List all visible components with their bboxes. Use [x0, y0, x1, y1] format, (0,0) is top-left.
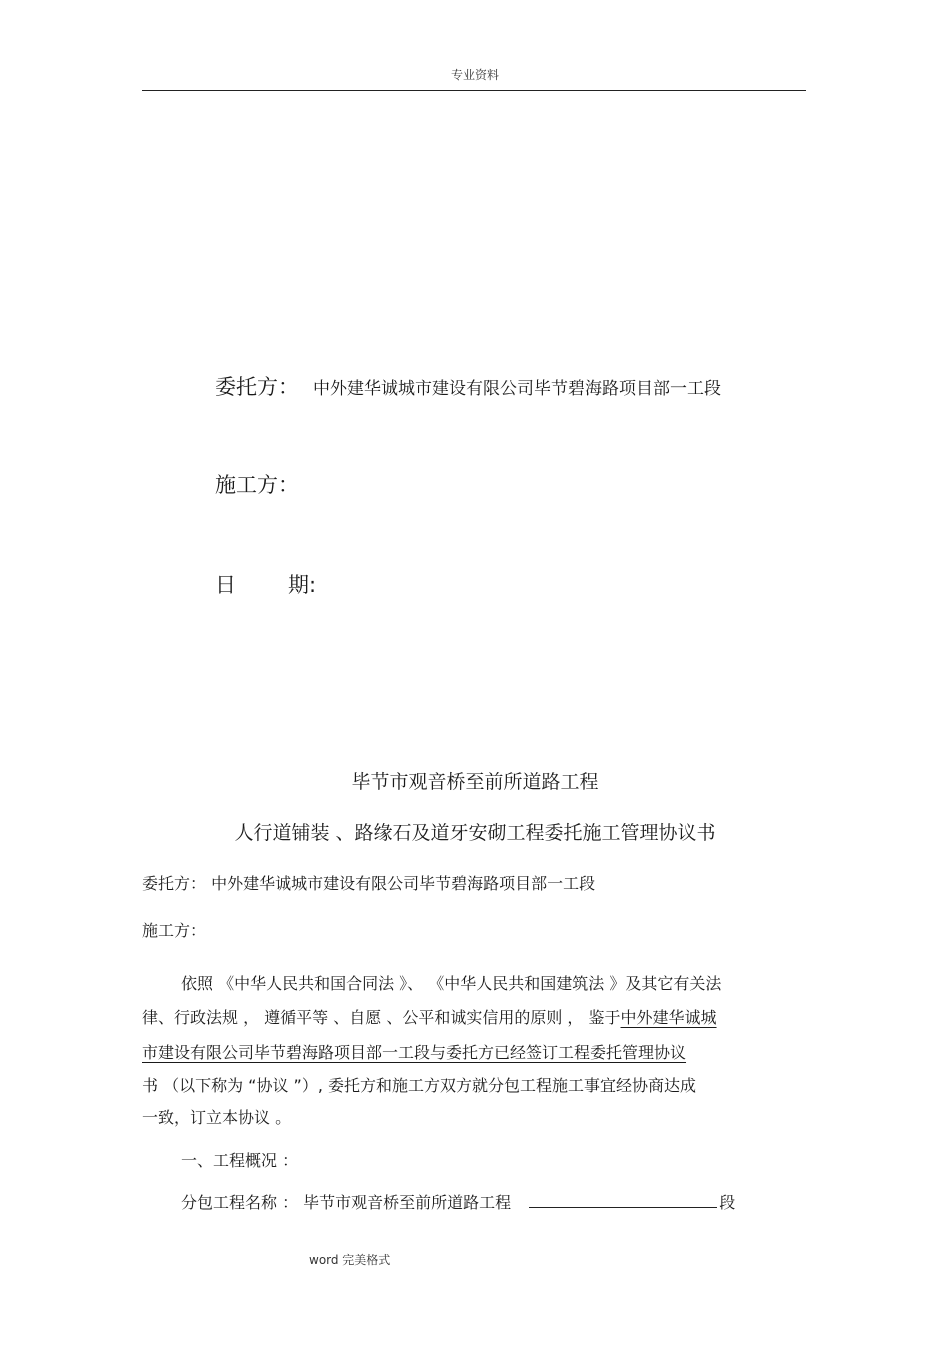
cover-client-label: 委托方：	[215, 375, 299, 399]
cover-date-label-1: 日	[215, 573, 236, 597]
subcontract-name-line	[181, 1190, 735, 1213]
subcontract-name-label: 分包工程名称 ： 毕节市观音桥至前所道路工程	[181, 1193, 512, 1212]
cover-date-label-2: 期:	[288, 573, 317, 597]
paragraph-line-2	[142, 1005, 717, 1028]
paragraph-line-3	[142, 1040, 686, 1063]
paragraph-line-2-text: 律、行政法规 ， 遵循平等 、自愿 、公平和诚实信用的原则 ， 鉴于	[142, 1008, 621, 1027]
page-footer: word 完美格式	[309, 1253, 391, 1267]
paragraph-line-3-underlined-a: 市建设有限公司毕节碧海路项目部一工段与	[142, 1043, 447, 1062]
header-rule	[142, 90, 806, 91]
subcontract-name-blank	[529, 1193, 717, 1208]
cover-client-value: 中外建华诚城市建设有限公司毕节碧海路项目部一工段	[313, 379, 721, 399]
doc-client-line: 委托方： 中外建华诚城市建设有限公司毕节碧海路项目部一工段	[142, 874, 596, 893]
paragraph-line-4: 书 （以下称为 “协议 ”）, 委托方和施工方双方就分包工程施工事宜经协商达成	[142, 1076, 697, 1095]
cover-contractor-label: 施工方：	[215, 473, 299, 497]
paragraph-line-2-underlined: 中外建华诚城	[620, 1008, 717, 1027]
page-header: 专业资料	[450, 68, 499, 82]
paragraph-line-5: 一致，订立本协议 。	[142, 1108, 292, 1127]
doc-contractor-line: 施工方：	[142, 921, 207, 940]
paragraph-line-3-underlined-b: 委托方已经签订工程委托管理协议	[446, 1043, 687, 1062]
doc-title-project: 毕节市观音桥至前所道路工程	[351, 771, 599, 793]
paragraph-line-1: 依照 《中华人民共和国合同法 》、 《中华人民共和国建筑法 》及其它有关法	[181, 974, 722, 993]
doc-title-agreement: 人行道铺装 、路缘石及道牙安砌工程委托施工管理协议书	[234, 822, 716, 844]
section-1-heading: 一、工程概况 ：	[181, 1151, 299, 1170]
subcontract-name-suffix: 段	[719, 1193, 736, 1212]
